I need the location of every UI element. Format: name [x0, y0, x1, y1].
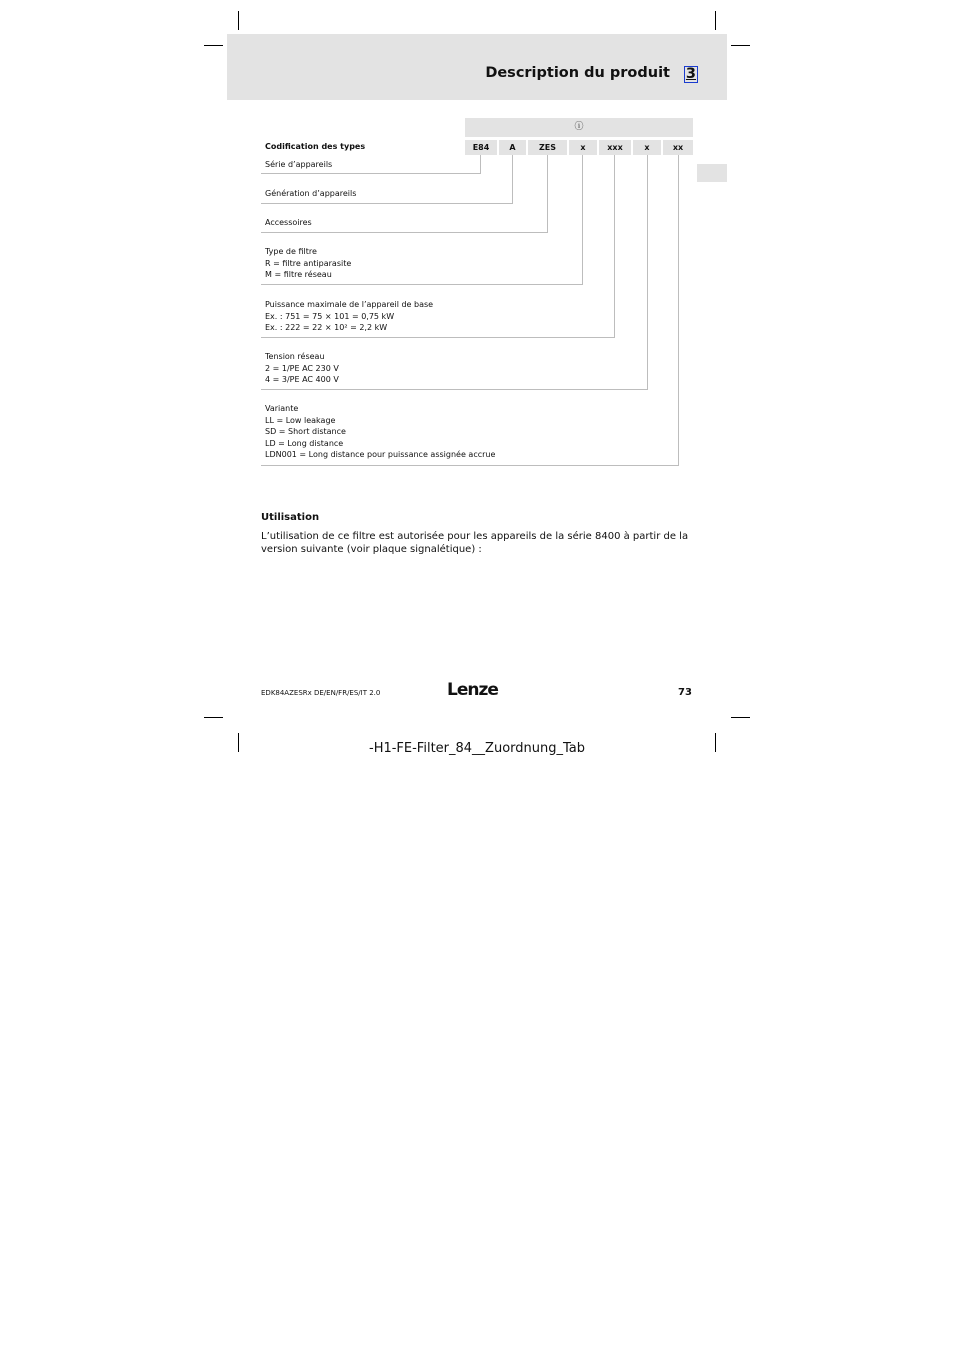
- connector-line: [512, 155, 513, 204]
- crop-mark: [238, 11, 239, 30]
- item-line: Ex. : 751 = 75 × 101 = 0,75 kW: [265, 311, 395, 321]
- crop-mark: [204, 717, 223, 718]
- item-line: R = filtre antiparasite: [265, 258, 352, 268]
- codification-title: Codification des types: [265, 142, 366, 151]
- code-field-filter-type: x: [569, 140, 597, 155]
- connector-line: [261, 465, 679, 466]
- connector-line: [261, 337, 615, 338]
- code-field-power: xxx: [599, 140, 631, 155]
- connector-line: [480, 155, 481, 174]
- item-line: 2 = 1/PE AC 230 V: [265, 363, 339, 373]
- item-mains-voltage: [265, 351, 339, 386]
- footer-doc-ref: EDK84AZESRx DE/EN/FR/ES/IT 2.0: [261, 689, 381, 697]
- item-line: Accessoires: [265, 218, 312, 227]
- code-field-variant: xx: [663, 140, 693, 155]
- item-line: 4 = 3/PE AC 400 V: [265, 375, 339, 385]
- code-field-series: E84: [465, 140, 497, 155]
- item-max-power: [265, 299, 433, 334]
- item-line: Variante: [265, 404, 299, 413]
- crop-mark: [715, 11, 716, 30]
- item-device-series: [265, 159, 332, 171]
- item-line: Ex. : 222 = 22 × 10² = 2,2 kW: [265, 323, 388, 333]
- page-number: 73: [678, 687, 692, 698]
- lenze-logo: Lenze: [447, 680, 498, 700]
- connector-line: [261, 203, 513, 204]
- crop-mark: [204, 45, 223, 46]
- section-paragraph: L’utilisation de ce filtre est autorisée pour les appareils de la série 8400 à partir de la version suivante (voir plaque signalétique) :: [261, 531, 689, 555]
- connector-line: [614, 155, 615, 338]
- item-line: LD = Long distance: [265, 438, 344, 448]
- connector-line: [678, 155, 679, 466]
- note-icon: ⓘ: [465, 118, 693, 137]
- code-field-generation: A: [499, 140, 526, 155]
- item-line: LDN001 = Long distance pour puissance assignée accrue: [265, 450, 496, 460]
- item-line: M = filtre réseau: [265, 270, 332, 280]
- connector-line: [582, 155, 583, 285]
- connector-line: [647, 155, 648, 390]
- connector-line: [261, 173, 481, 174]
- connector-line: [547, 155, 548, 233]
- crop-mark: [731, 45, 750, 46]
- chapter-number-link[interactable]: 3: [685, 66, 696, 82]
- source-tag: -H1-FE-Filter_84__Zuordnung_Tab: [369, 741, 585, 756]
- item-line: Puissance maximale de l’appareil de base: [265, 300, 434, 309]
- item-line: Génération d’appareils: [265, 189, 357, 198]
- item-filter-type: [265, 246, 351, 281]
- connector-line: [261, 232, 548, 233]
- code-field-accessory: ZES: [528, 140, 567, 155]
- section-heading: Utilisation: [261, 512, 320, 523]
- crop-mark: [731, 717, 750, 718]
- item-line: SD = Short distance: [265, 427, 346, 437]
- item-line: Type de filtre: [265, 247, 317, 256]
- item-device-generation: [265, 188, 356, 200]
- header-band: [227, 34, 727, 100]
- item-line: Série d’appareils: [265, 160, 333, 169]
- connector-line: [261, 389, 648, 390]
- item-accessories: [265, 217, 312, 229]
- page-title: Description du produit: [485, 65, 670, 81]
- item-line: LL = Low leakage: [265, 415, 336, 425]
- item-variant: [265, 403, 495, 461]
- connector-line: [261, 284, 583, 285]
- item-line: Tension réseau: [265, 352, 325, 361]
- code-field-voltage: x: [633, 140, 661, 155]
- chapter-side-tab: [697, 164, 727, 182]
